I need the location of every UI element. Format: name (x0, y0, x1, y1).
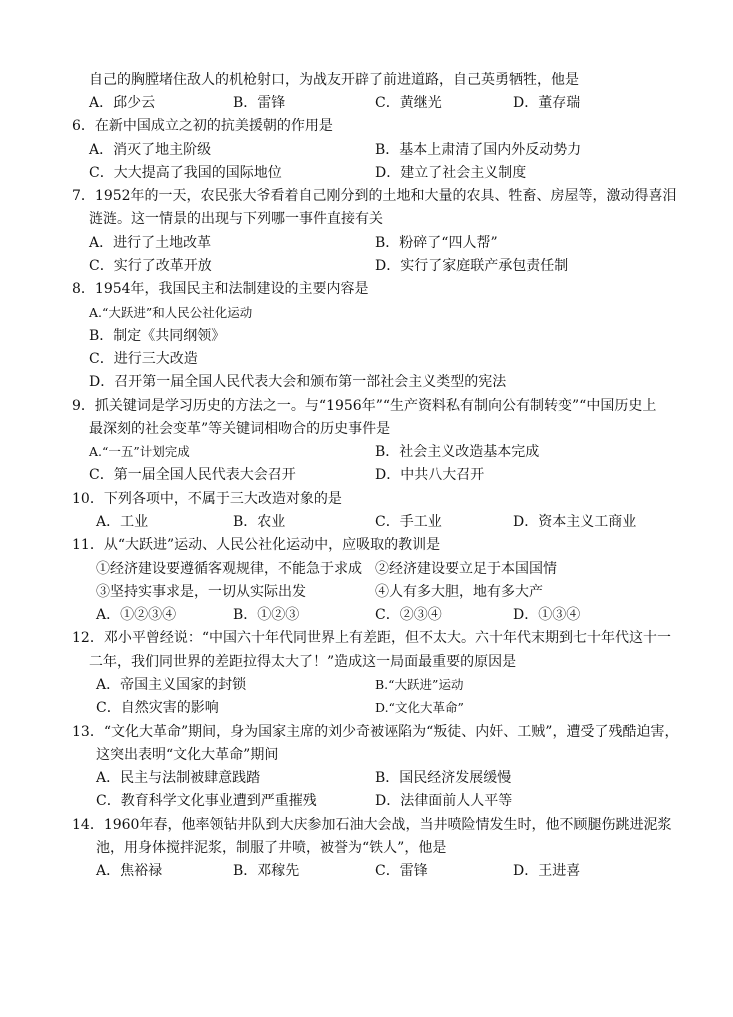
q12-option-a: A．帝国主义国家的封锁 (96, 677, 247, 693)
q14-option-b: B．邓稼先 (233, 863, 300, 879)
q11-stem: 11．从“大跃进”运动、人民公社化运动中，应吸取的教训是 (72, 537, 441, 553)
q13-option-b: B．国民经济发展缓慢 (375, 770, 512, 786)
q6-option-a: A．消灭了地主阶级 (89, 142, 212, 158)
q10-option-c: C．手工业 (375, 514, 442, 530)
q14-stem-line-2: 池，用身体搅拌泥浆，制服了井喷，被誉为“铁人”，他是 (96, 840, 447, 856)
q7-option-b: B．粉碎了“四人帮” (375, 235, 498, 251)
q13-stem-line-1: 13．“文化大革命”期间，身为国家主席的刘少奇被诬陷为“叛徒、内奸、工贼”，遭受了残酷迫害， (72, 724, 679, 740)
q5-option-c: C．黄继光 (375, 95, 442, 111)
q8-option-c: C．进行三大改造 (89, 351, 198, 367)
q9-stem-line-2: 最深刻的社会变革”等关键词相吻合的历史事件是 (89, 421, 391, 437)
q6-stem: 6．在新中国成立之初的抗美援朝的作用是 (72, 118, 333, 134)
q14-option-c: C．雷锋 (375, 863, 428, 879)
q10-option-a: A．工业 (96, 514, 149, 530)
q10-option-b: B．农业 (233, 514, 286, 530)
q6-option-c: C．大大提高了我国的国际地位 (89, 165, 282, 181)
q13-stem-line-2: 这突出表明“文化大革命”期间 (96, 747, 279, 763)
q12-stem-line-2: 二年，我们同世界的差距拉得太大了！”造成这一局面最重要的原因是 (89, 654, 517, 670)
q7-option-a: A．进行了土地改革 (89, 235, 212, 251)
q12-stem-line-1: 12．邓小平曾经说：“中国六十年代同世界上有差距，但不太大。六十年代末期到七十年代这十一 (72, 630, 671, 646)
q11-option-c: C．②③④ (375, 607, 442, 623)
q12-option-b: B.“大跃进”运动 (375, 677, 464, 692)
q7-stem-line-2: 涟涟。这一情景的出现与下列哪一事件直接有关 (89, 211, 383, 227)
q5-option-a: A．邱少云 (89, 95, 156, 111)
q12-option-d: D.“文化大革命” (375, 700, 464, 715)
q5-option-d: D．董存瑞 (513, 95, 581, 111)
q14-stem-line-1: 14．1960年春，他率领钻井队到大庆参加石油大会战，当井喷险情发生时，他不顾腿伤跳进泥浆 (72, 817, 672, 833)
q9-option-d: D．中共八大召开 (375, 467, 485, 483)
q11-item-2: ②经济建设要立足于本国国情 (375, 561, 557, 577)
q5-option-b: B．雷锋 (233, 95, 286, 111)
q11-item-3: ③坚持实事求是，一切从实际出发 (96, 584, 306, 600)
q10-option-d: D．资本主义工商业 (513, 514, 637, 530)
q11-item-1: ①经济建设要遵循客观规律，不能急于求成 (96, 561, 362, 577)
q6-option-b: B．基本上肃清了国内外反动势力 (375, 142, 582, 158)
q5-stem: 自己的胸膛堵住敌人的机枪射口，为战友开辟了前进道路，自己英勇牺牲，他是 (89, 72, 579, 88)
q11-item-4: ④人有多大胆，地有多大产 (375, 584, 543, 600)
q8-option-b: B．制定《共同纲领》 (89, 328, 226, 344)
q13-option-a: A．民主与法制被肆意践踏 (96, 770, 261, 786)
q12-option-c: C．自然灾害的影响 (96, 700, 219, 716)
q13-option-c: C．教育科学文化事业遭到严重摧残 (96, 793, 317, 809)
q14-option-d: D．王进喜 (513, 863, 581, 879)
q9-stem-line-1: 9．抓关键词是学习历史的方法之一。与“1956年”“生产资料私有制向公有制转变”“中国历史上 (72, 398, 657, 414)
q10-stem: 10．下列各项中，不属于三大改造对象的是 (72, 491, 342, 507)
q9-option-b: B．社会主义改造基本完成 (375, 444, 540, 460)
q9-option-a: A.“一五”计划完成 (89, 444, 190, 459)
q8-stem: 8．1954年，我国民主和法制建设的主要内容是 (72, 281, 369, 297)
q8-option-a: A.“大跃进”和人民公社化运动 (89, 305, 253, 320)
q6-option-d: D．建立了社会主义制度 (375, 165, 527, 181)
q7-stem-line-1: 7．1952年的一天，农民张大爷看着自己刚分到的土地和大量的农具、牲畜、房屋等，激动得喜泪 (72, 188, 677, 204)
q11-option-b: B．①②③ (233, 607, 300, 623)
q7-option-c: C．实行了改革开放 (89, 258, 212, 274)
q13-option-d: D．法律面前人人平等 (375, 793, 513, 809)
q11-option-d: D．①③④ (513, 607, 581, 623)
q8-option-d: D．召开第一届全国人民代表大会和颁布第一部社会主义类型的宪法 (89, 374, 507, 390)
q11-option-a: A．①②③④ (96, 607, 177, 623)
q9-option-c: C．第一届全国人民代表大会召开 (89, 467, 296, 483)
q7-option-d: D．实行了家庭联产承包责任制 (375, 258, 569, 274)
q14-option-a: A．焦裕禄 (96, 863, 163, 879)
